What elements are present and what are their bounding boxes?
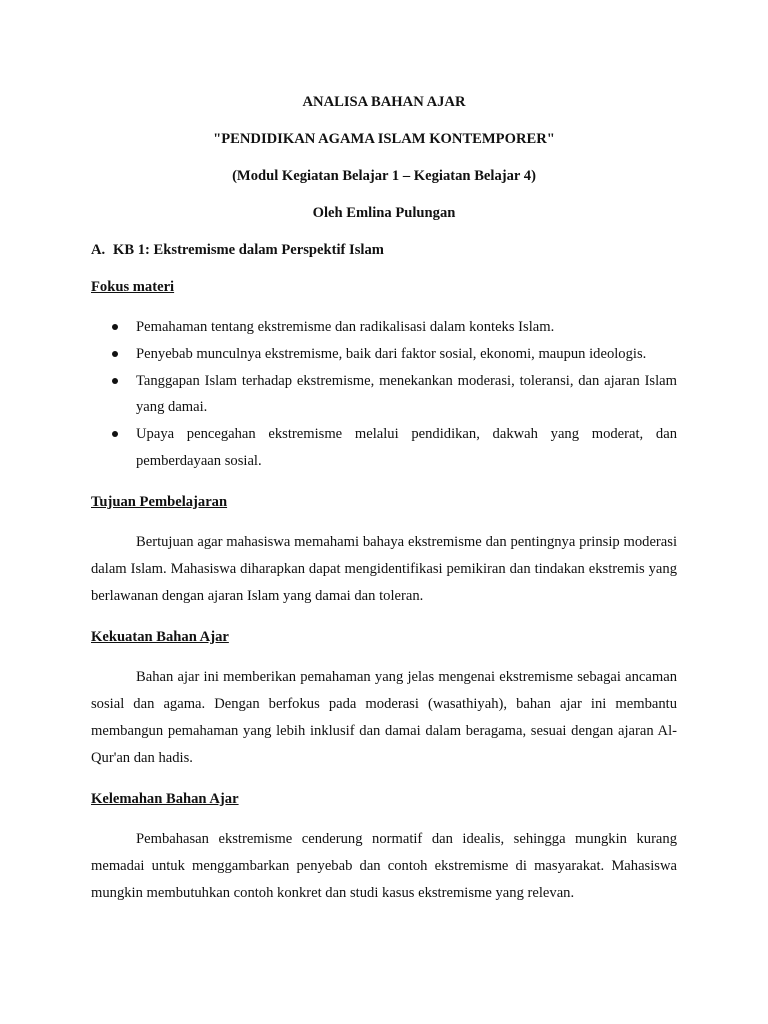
bullet-icon: [112, 324, 118, 330]
fokus-materi-heading: Fokus materi: [91, 279, 175, 295]
bullet-icon: [112, 351, 118, 357]
kelemahan-bahan-ajar-paragraph: Pembahasan ekstremisme cenderung normatif dan idealis, sehingga mungkin kurang memadai untuk menggambarkan penyebab dan contoh ekstremisme di masyarakat. Mahasiswa mungkin membutuhkan contoh konkret dan studi kasus ekstremisme yang relevan.: [91, 830, 677, 901]
list-item: [91, 421, 677, 475]
bullet-icon: [112, 378, 118, 384]
author-line: Oleh Emlina Pulungan: [312, 205, 456, 221]
kekuatan-bahan-ajar-heading: Kekuatan Bahan Ajar: [91, 628, 229, 645]
section-heading-kb1: [91, 240, 677, 260]
section-letter: A.: [91, 242, 106, 258]
list-item: [91, 341, 677, 368]
kekuatan-bahan-ajar-paragraph: Bahan ajar ini memberikan pemahaman yang jelas mengenai ekstremisme sebagai ancaman sosial dan agama. Dengan berfokus pada moderasi (wasathiyah), bahan ajar ini membantu membangun pemahaman yang lebih inklusif dan damai dalam beragama, sesuai dengan ajaran Al-Qur'an dan hadis.: [91, 668, 677, 766]
fokus-materi-list: [91, 314, 677, 475]
list-item: [91, 368, 677, 422]
list-item: [91, 314, 677, 341]
tujuan-pembelajaran-paragraph: Bertujuan agar mahasiswa memahami bahaya ekstremisme dan pentingnya prinsip moderasi dalam Islam. Mahasiswa diharapkan dapat mengidentifikasi pemikiran dan tindakan ekstremis yang berlawanan dengan ajaran Islam yang damai dan toleran.: [91, 533, 677, 604]
document-title: ANALISA BAHAN AJAR: [302, 94, 466, 110]
document-page: [91, 92, 677, 924]
list-item-text: Tanggapan Islam terhadap ekstremisme, menekankan moderasi, toleransi, dan ajaran Islam yang damai.: [136, 372, 677, 416]
module-range: (Modul Kegiatan Belajar 1 – Kegiatan Belajar 4): [232, 168, 536, 184]
list-item-text: Upaya pencegahan ekstremisme melalui pendidikan, dakwah yang moderat, dan pemberdayaan sosial.: [136, 426, 677, 469]
tujuan-pembelajaran-heading: Tujuan Pembelajaran: [91, 493, 228, 510]
section-title: KB 1: Ekstremisme dalam Perspektif Islam: [113, 242, 384, 258]
document-subtitle: "PENDIDIKAN AGAMA ISLAM KONTEMPORER": [213, 131, 555, 147]
kelemahan-bahan-ajar-heading: Kelemahan Bahan Ajar: [91, 790, 239, 807]
bullet-icon: [112, 431, 118, 437]
list-item-text: Penyebab munculnya ekstremisme, baik dari faktor sosial, ekonomi, maupun ideologis.: [136, 345, 647, 362]
list-item-text: Pemahaman tentang ekstremisme dan radikalisasi dalam konteks Islam.: [136, 319, 555, 335]
